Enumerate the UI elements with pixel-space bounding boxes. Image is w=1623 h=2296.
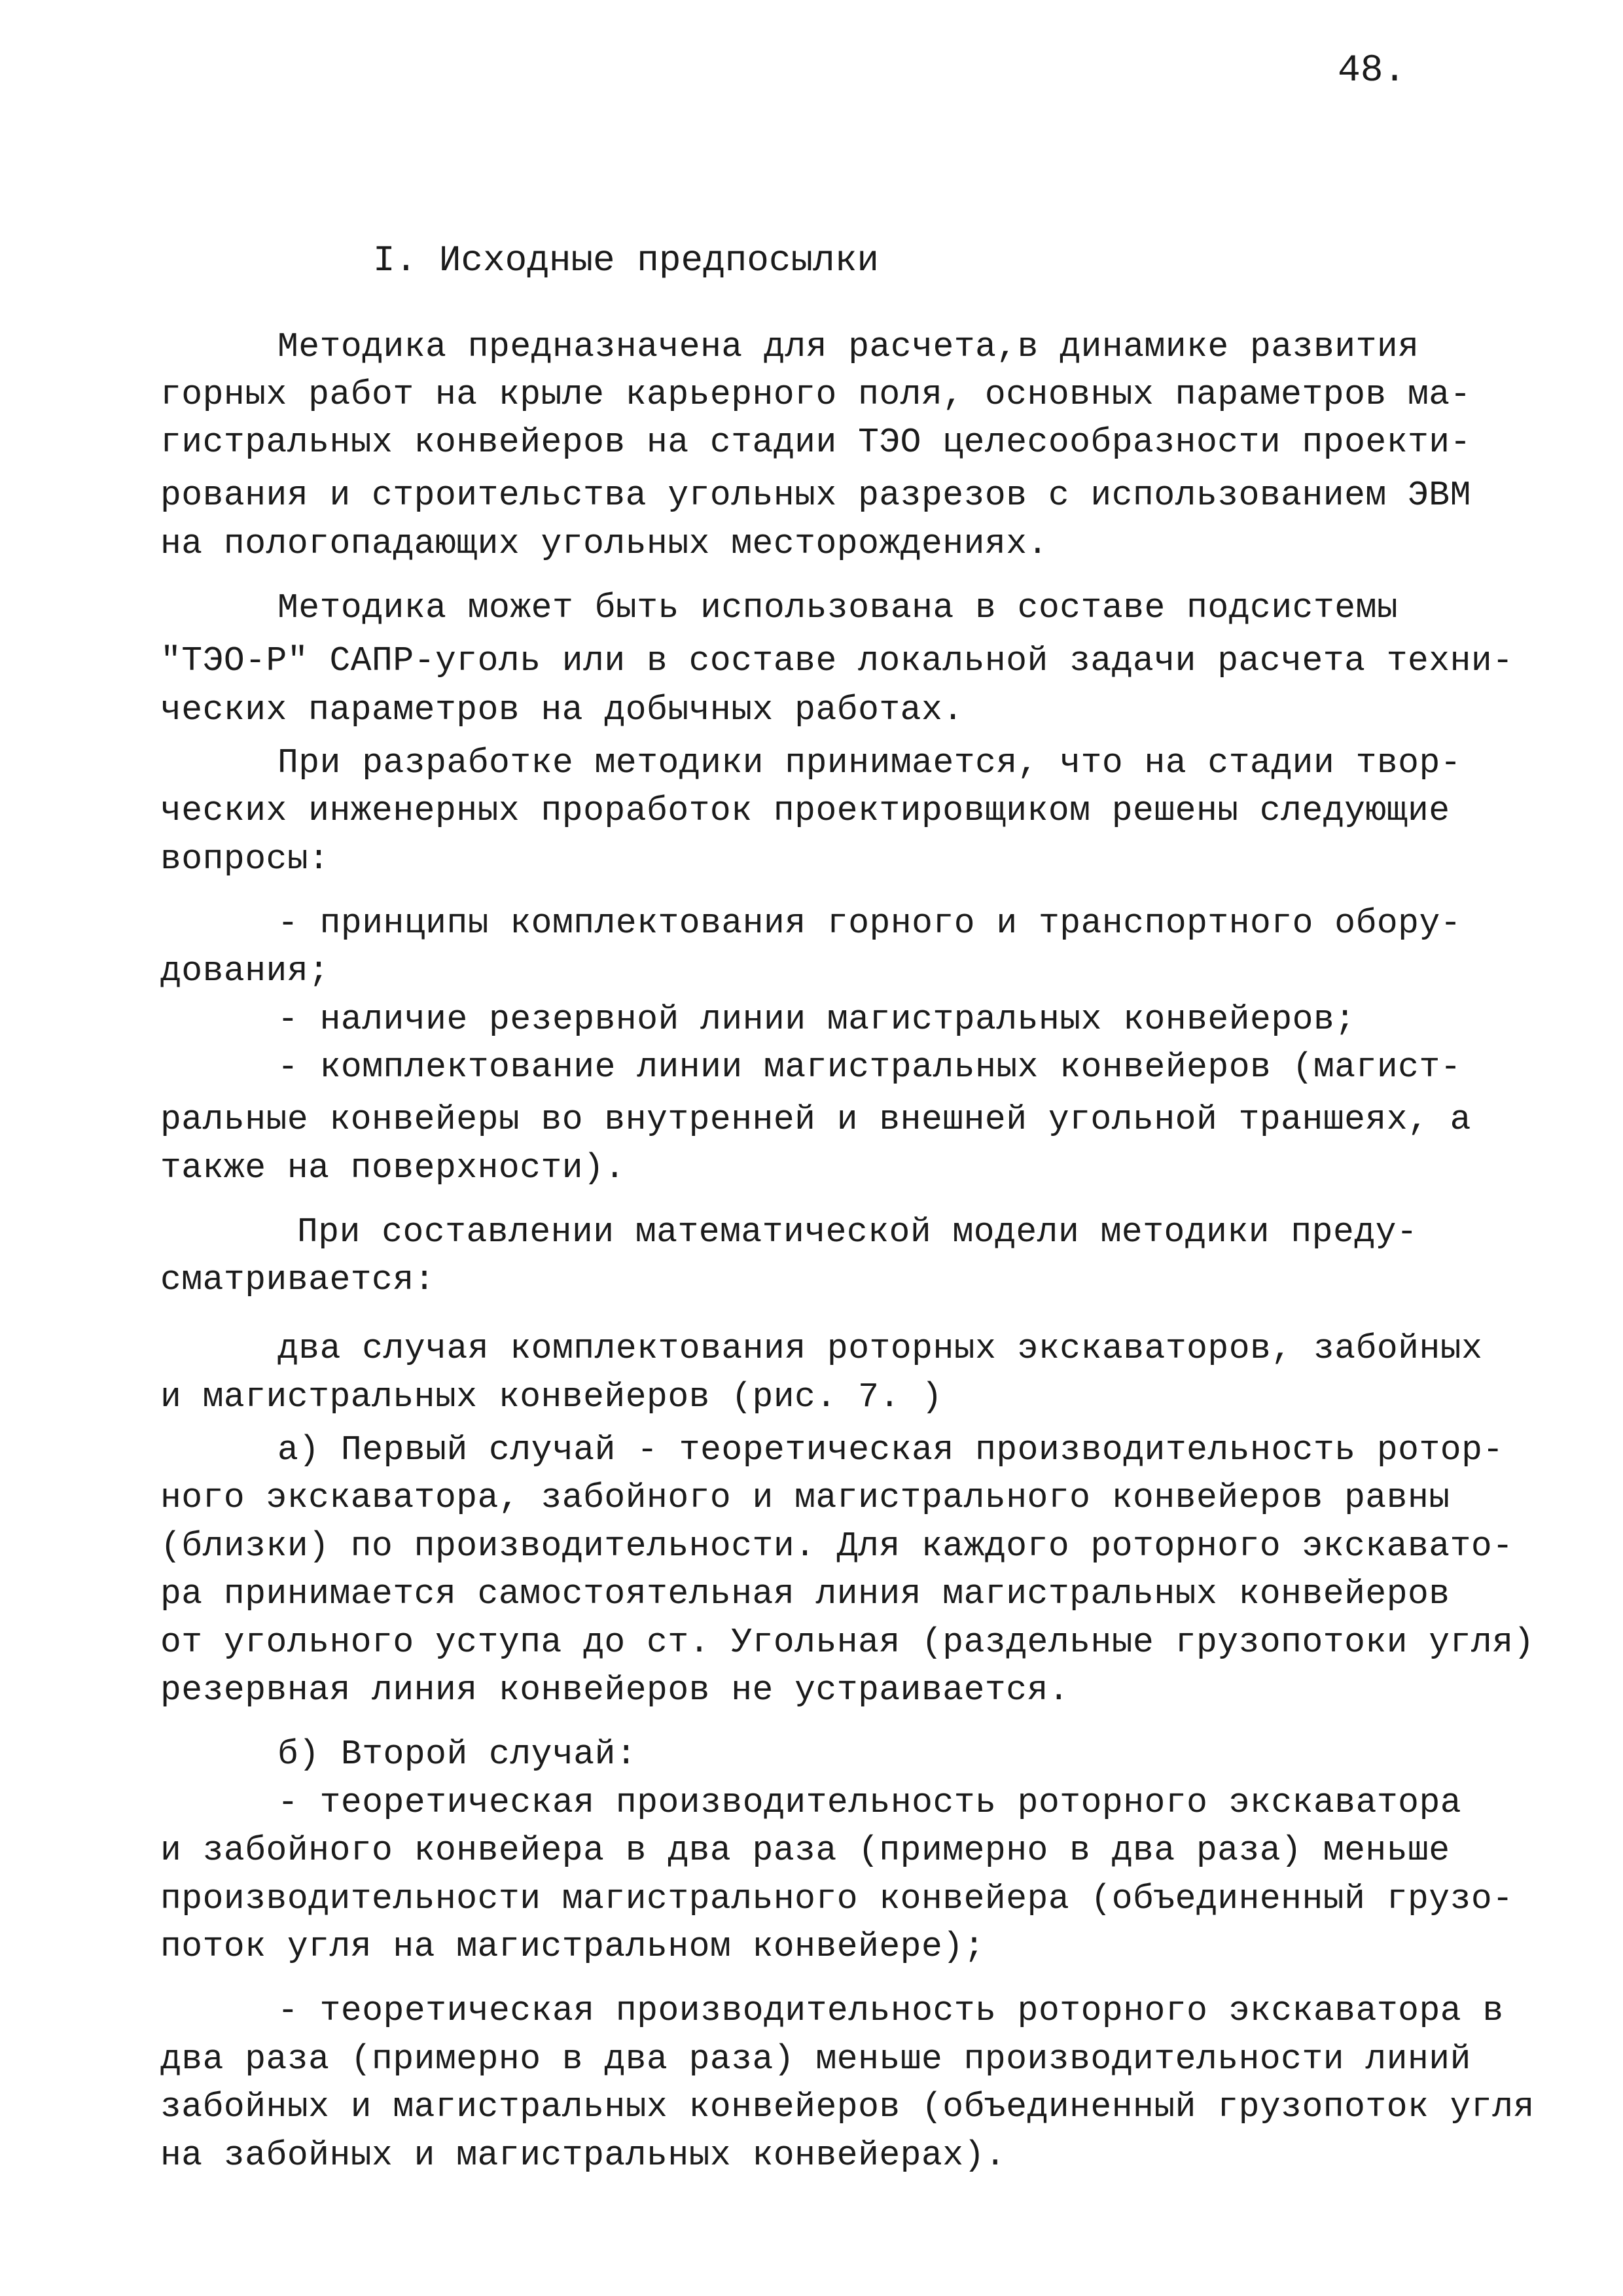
text-line: - комплектование линии магистральных конвейеров (магист- [277, 1048, 1462, 1087]
text-line: на пологопадающих угольных месторождениях. [160, 524, 1048, 563]
text-line: два раза (примерно в два раза) меньше производительности линий [160, 2040, 1471, 2079]
text-line: ческих параметров на добычных работах. [160, 690, 964, 730]
text-line: гистральных конвейеров на стадии ТЭО целесообразности проекти- [160, 423, 1471, 462]
text-line: рования и строительства угольных разрезов с использованием ЭВМ [160, 476, 1471, 515]
text-line: а) Первый случай - теоретическая производительность ротор- [277, 1430, 1504, 1470]
page-number: 48. [1338, 50, 1406, 92]
text-line: производительности магистрального конвейера (объединенный грузо- [160, 1879, 1514, 1918]
text-line: При разработке методики принимается, что на стадии твор- [277, 743, 1462, 783]
text-line: При составлении математической модели методики преду- [297, 1212, 1418, 1252]
text-line: резервная линия конвейеров не устраивается. [160, 1670, 1070, 1710]
text-line: и забойного конвейера в два раза (примерно в два раза) меньше [160, 1831, 1450, 1870]
text-line: и магистральных конвейеров (рис. 7. ) [160, 1377, 943, 1417]
text-line: забойных и магистральных конвейеров (объединенный грузопоток угля [160, 2087, 1535, 2127]
text-line: - теоретическая производительность роторного экскаватора [277, 1783, 1462, 1822]
text-line: б) Второй случай: [277, 1735, 637, 1774]
text-line: - принципы комплектования горного и транспортного обору- [277, 904, 1462, 943]
section-heading: I. Исходные предпосылки [373, 239, 879, 281]
text-line: сматривается: [160, 1260, 435, 1299]
text-line: - теоретическая производительность роторного экскаватора в [277, 1991, 1504, 2030]
text-line: "ТЭО-Р" САПР-уголь или в составе локальной задачи расчета техни- [160, 641, 1514, 680]
text-line: ного экскаватора, забойного и магистрального конвейеров равны [160, 1478, 1450, 1517]
text-line: поток угля на магистральном конвейере); [160, 1927, 985, 1966]
text-line: дования; [160, 951, 330, 991]
text-line: (близки) по производительности. Для каждого роторного экскавато- [160, 1527, 1514, 1566]
text-line: ческих инженерных проработок проектировщиком решены следующие [160, 791, 1450, 830]
text-line: на забойных и магистральных конвейерах). [160, 2136, 1007, 2175]
text-line: Методика может быть использована в составе подсистемы [277, 588, 1399, 627]
text-line: также на поверхности). [160, 1148, 626, 1188]
text-line: горных работ на крыле карьерного поля, основных параметров ма- [160, 375, 1471, 414]
text-line: ральные конвейеры во внутренней и внешней угольной траншеях, а [160, 1100, 1471, 1139]
text-line: Методика предназначена для расчета,в динамике развития [277, 327, 1419, 366]
text-line: два случая комплектования роторных экскаваторов, забойных [277, 1329, 1483, 1368]
text-line: от угольного уступа до ст. Угольная (раздельные грузопотоки угля) [160, 1623, 1535, 1662]
text-line: вопросы: [160, 839, 330, 879]
text-line: ра принимается самостоятельная линия магистральных конвейеров [160, 1574, 1450, 1614]
text-line: - наличие резервной линии магистральных конвейеров; [277, 1000, 1356, 1039]
